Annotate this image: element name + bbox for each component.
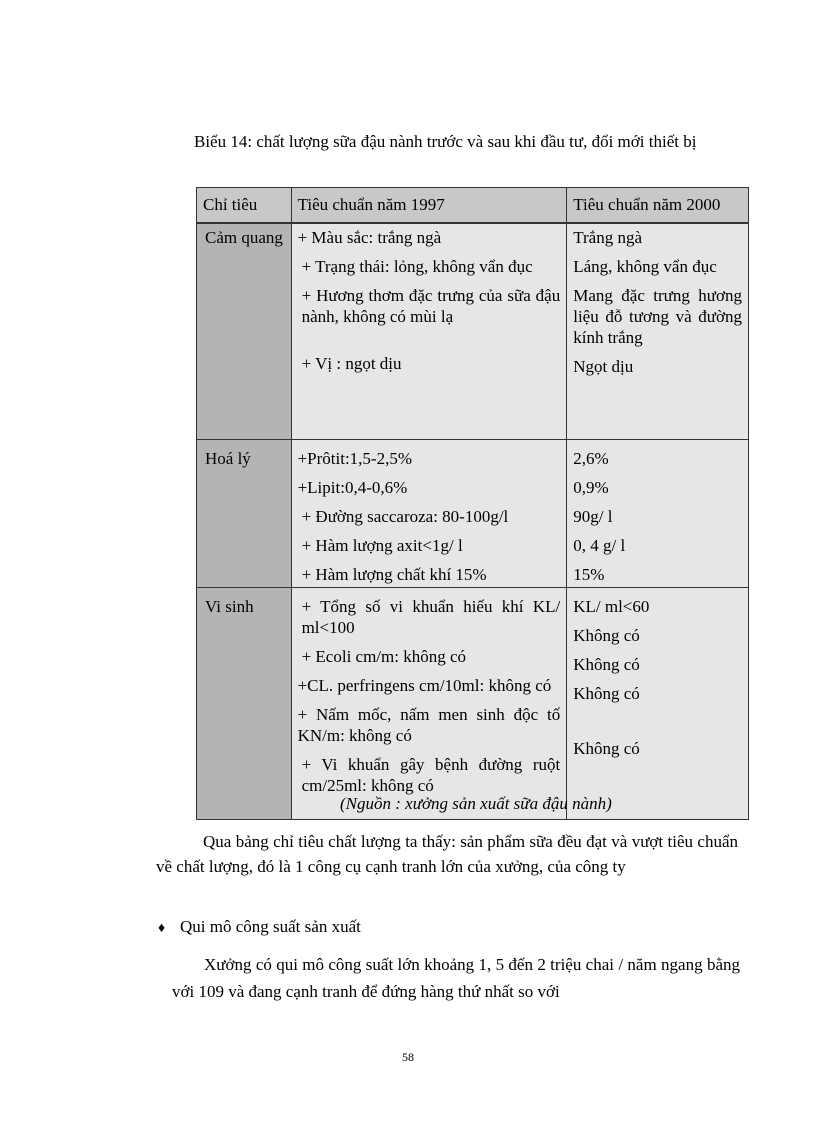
list-item: Không có <box>573 654 640 674</box>
list-item: + Ecoli cm/m: không có <box>301 646 467 666</box>
list-item: + Đường saccaroza: 80-100g/l <box>301 506 509 526</box>
list-item: Láng, không vẩn đục <box>573 257 717 276</box>
body-paragraph: Xưởng có qui mô công suất lớn khoảng 1, 5 đến 2 triệu chai / năm ngang bằng với 109 và đang cạnh tranh để đứng hàng thứ nhất so với <box>172 955 740 1001</box>
list-item: + Trạng thái: lỏng, không vẩn đục <box>301 257 533 276</box>
table-caption: Biểu 14: chất lượng sữa đậu nành trước và sau khi đầu tư, đổi mới thiết bị <box>194 132 697 151</box>
header-criteria: Chỉ tiêu <box>197 188 292 224</box>
diamond-bullet-icon: ♦ <box>158 921 166 936</box>
list-item: 0, 4 g/ l <box>573 535 626 555</box>
list-item: + Màu sắc: trắng ngà <box>297 228 442 247</box>
list-item: Mang đặc trưng hương liệu đỗ tương và đường kính trắng <box>573 286 742 347</box>
table-header-row <box>197 188 749 224</box>
table-row <box>197 587 749 819</box>
bullet-heading <box>158 917 361 937</box>
list-item: Không có <box>573 683 640 703</box>
page-number: 58 <box>402 1050 414 1064</box>
list-item: + Hàm lượng chất khí 15% <box>301 564 487 584</box>
header-standard-2000: Tiêu chuẩn năm 2000 <box>567 188 749 224</box>
list-item: 15% <box>573 564 605 584</box>
standard-2000-cell <box>567 223 749 439</box>
list-item: 2,6% <box>573 448 609 468</box>
category-cell: Hoá lý <box>197 439 292 587</box>
standard-2000-cell <box>567 587 749 819</box>
list-item: Ngọt dịu <box>573 357 634 376</box>
list-item: + Hương thơm đặc trưng của sữa đậu nành, không có mùi lạ <box>301 286 561 326</box>
list-item: KL/ ml<60 <box>573 596 650 616</box>
list-item: Trắng ngà <box>573 228 643 247</box>
list-item: + Vi khuẩn gây bệnh đường ruột cm/25ml: không có <box>301 754 561 795</box>
list-item: + Nấm mốc, nấm men sinh độc tố KN/m: không có <box>297 704 561 745</box>
list-item: 0,9% <box>573 477 609 497</box>
body-paragraph: Qua bảng chỉ tiêu chất lượng ta thấy: sản phẩm sữa đều đạt và vượt tiêu chuẩn về chất lượng, đó là 1 công cụ cạnh tranh lớn của xưởng, của công ty <box>156 832 738 876</box>
header-standard-1997: Tiêu chuẩn năm 1997 <box>291 188 567 224</box>
list-item: 90g/ l <box>573 506 613 526</box>
table-row <box>197 439 749 587</box>
list-item: Không có <box>573 738 640 758</box>
quality-table <box>196 187 749 820</box>
category-cell: Cảm quang <box>197 223 292 439</box>
list-item: Không có <box>573 625 640 645</box>
list-item: +Prôtit:1,5-2,5% <box>297 448 412 468</box>
table-source-note: (Nguồn : xưởng sản xuất sữa đậu nành) <box>340 794 612 813</box>
list-item: + Vị : ngọt dịu <box>301 354 402 373</box>
bullet-text: Qui mô công suất sản xuất <box>180 917 361 936</box>
table-row <box>197 223 749 439</box>
list-item: +Lipit:0,4-0,6% <box>297 477 408 497</box>
list-item: + Tổng số vi khuẩn hiếu khí KL/ ml<100 <box>301 596 561 637</box>
category-cell: Vi sinh <box>197 587 292 819</box>
list-item: +CL. perfringens cm/10ml: không có <box>297 675 552 695</box>
standard-1997-cell <box>291 587 567 819</box>
standard-1997-cell <box>291 439 567 587</box>
standard-2000-cell <box>567 439 749 587</box>
standard-1997-cell <box>291 223 567 439</box>
list-item: + Hàm lượng axit<1g/ l <box>301 535 463 555</box>
